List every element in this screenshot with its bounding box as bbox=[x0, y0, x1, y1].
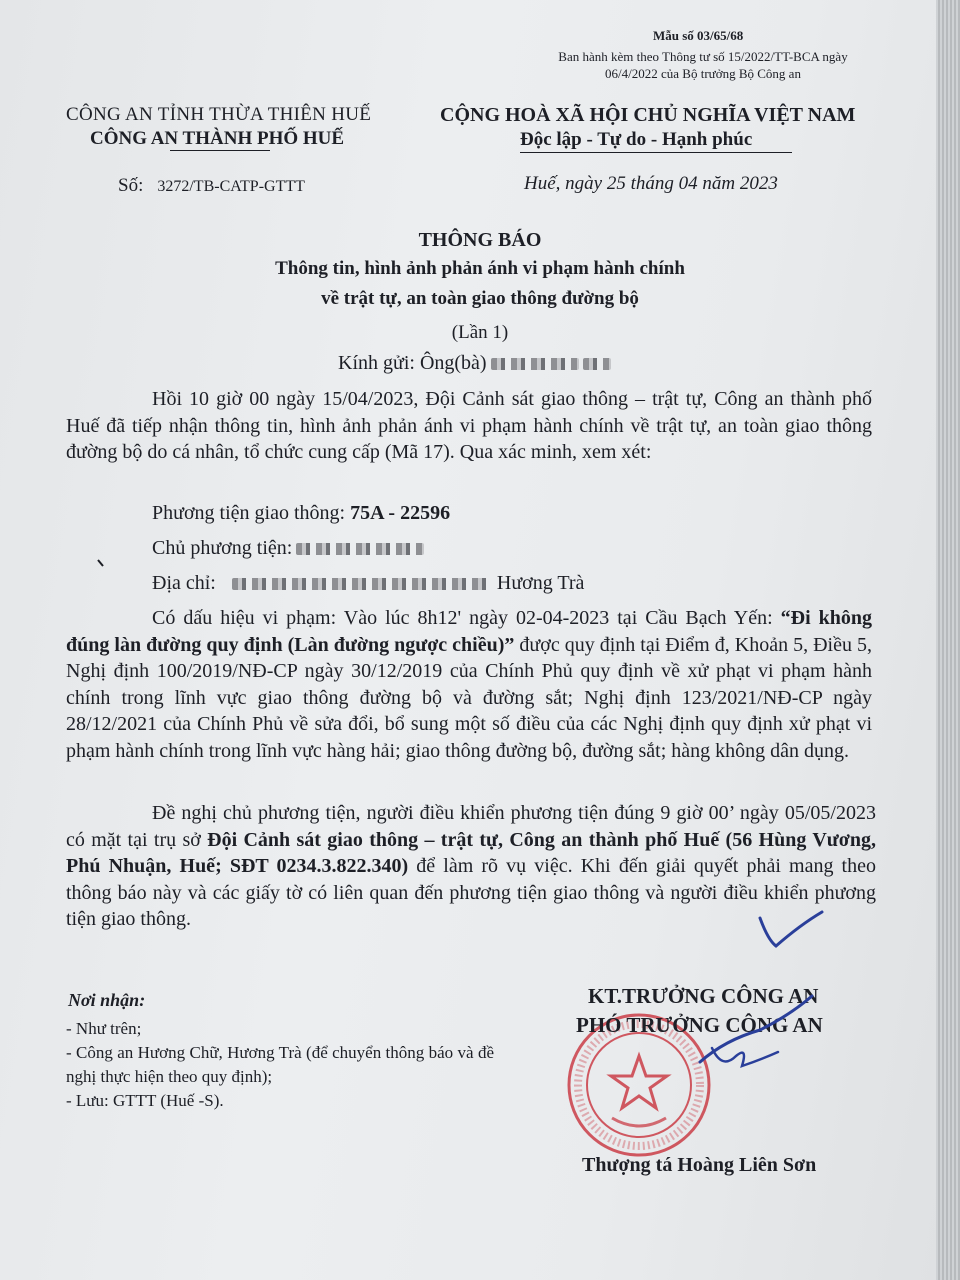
request-lead: Đề nghị chủ phương tiện, người điều khiển phương tiện đúng 9 giờ 00’ ngày 05/05/2023 có mặt tại trụ sở bbox=[66, 802, 876, 851]
vehicle-plate: 75A - 22596 bbox=[350, 502, 451, 524]
redacted-owner bbox=[296, 543, 424, 555]
recipient-item: - Công an Hương Chữ, Hương Trà (để chuyển thông báo và đề nghị thực hiện theo quy định); bbox=[66, 1043, 494, 1086]
form-number: Mẫu số 03/65/68 bbox=[653, 28, 744, 43]
notice-round: (Lần 1) bbox=[451, 322, 509, 343]
recipient-item: - Như trên; bbox=[66, 1019, 142, 1038]
request-place: Đội Cảnh sát giao thông – trật tự, Công an thành phố Huế (56 Hùng Vương, Phú Nhuận, Huế; SĐT 0234.3.822.340) bbox=[66, 828, 876, 877]
violation-paragraph bbox=[66, 605, 872, 764]
recipient-label: Kính gửi: Ông(bà) bbox=[338, 352, 487, 374]
agency-name: CÔNG AN THÀNH PHỐ HUẾ bbox=[90, 128, 345, 149]
owner-label: Chủ phương tiện: bbox=[152, 537, 293, 559]
recipients-list bbox=[66, 1017, 494, 1113]
place-date: Huế, ngày 25 tháng 04 năm 2023 bbox=[524, 173, 778, 194]
address-row bbox=[152, 572, 584, 595]
signature-title-1: KT.TRƯỞNG CÔNG AN bbox=[588, 984, 819, 1008]
address-label: Địa chỉ: bbox=[152, 572, 216, 594]
intro-paragraph bbox=[66, 386, 872, 466]
paper-stack-edge bbox=[936, 0, 960, 1280]
address-visible: Hương Trà bbox=[496, 572, 585, 594]
notice-title: THÔNG BÁO bbox=[418, 229, 542, 251]
document-number bbox=[118, 175, 305, 197]
document-number-label: Số: bbox=[118, 175, 144, 196]
intro-text: Hồi 10 giờ 00 ngày 15/04/2023, Đội Cảnh sát giao thông – trật tự, Công an thành phố Huế đã tiếp nhận thông tin, hình ảnh phản ánh vi phạm hành chính về trật tự, an toàn giao thông đường bộ do cá nhân, tổ chức cung cấp (Mã 17). Qua xác minh, xem xét: bbox=[66, 388, 872, 463]
redacted-name-2 bbox=[583, 358, 611, 370]
violation-rest: được quy định tại Điểm đ, Khoản 5, Điều 5, Nghị định 100/2019/NĐ-CP ngày 30/12/2019 của Chính Phủ quy định về xử phạt vi phạm hành chính trong lĩnh vực giao thông đường bộ và đường sắt; Nghị định 123/2021/NĐ-CP ngày 28/12/2021 của Chính Phủ về sửa đổi, bổ sung một số điều của các Nghị định quy định xử phạt vi phạm hành chính trong lĩnh vực hàng hải; giao thông đường bộ, đường sắt; hàng không dân dụng. bbox=[66, 633, 872, 762]
notice-subtitle-1: Thông tin, hình ảnh phản ánh vi phạm hành chính bbox=[275, 258, 685, 279]
recipient-item: - Lưu: GTTT (Huế -S). bbox=[66, 1091, 224, 1110]
motto: Độc lập - Tự do - Hạnh phúc bbox=[520, 129, 753, 150]
motto-underline bbox=[520, 152, 792, 153]
redacted-name bbox=[491, 358, 579, 370]
signer-name: Thượng tá Hoàng Liên Sơn bbox=[582, 1154, 817, 1176]
recipient-line bbox=[338, 352, 611, 375]
request-rest: để làm rõ vụ việc. Khi đến giải quyết phải mang theo thông báo này và các giấy tờ có liên quan đến phương tiện giao thông và người điều khiển phương tiện giao thông. bbox=[66, 855, 876, 930]
agency-underline bbox=[170, 150, 270, 151]
document-number-value: 3272/TB-CATP-GTTT bbox=[157, 178, 305, 195]
violation-offense: “Đi không đúng làn đường quy định (Làn đường ngược chiều)” bbox=[66, 607, 872, 656]
notice-subtitle-2: về trật tự, an toàn giao thông đường bộ bbox=[321, 288, 639, 309]
vehicle-label: Phương tiện giao thông: bbox=[152, 502, 346, 524]
owner-row bbox=[152, 537, 424, 560]
violation-lead: Có dấu hiệu vi phạm: Vào lúc 8h12' ngày 02-04-2023 tại Cầu Bạch Yến: bbox=[152, 607, 781, 629]
form-reference: Ban hành kèm theo Thông tư số 15/2022/TT-BCA ngày 06/4/2022 của Bộ trưởng Bộ Công an bbox=[558, 49, 848, 81]
vehicle-row bbox=[152, 502, 450, 525]
request-paragraph bbox=[66, 800, 876, 933]
redacted-address bbox=[232, 578, 492, 590]
signature-title-2: PHÓ TRƯỞNG CÔNG AN bbox=[576, 1013, 823, 1037]
nation-title: CỘNG HOÀ XÃ HỘI CHỦ NGHĨA VIỆT NAM bbox=[440, 104, 856, 126]
agency-parent: CÔNG AN TỈNH THỪA THIÊN HUẾ bbox=[66, 104, 372, 125]
recipients-title: Nơi nhận: bbox=[68, 990, 146, 1010]
